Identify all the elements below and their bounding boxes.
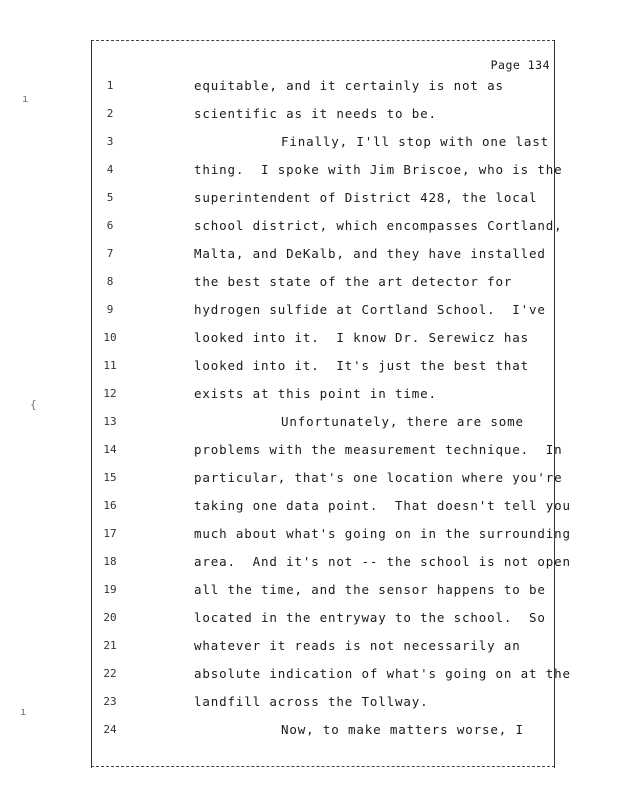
line-number: 10 [103,331,117,344]
transcript-line [0,132,618,152]
line-text: area. And it's not -- the school is not open [194,554,571,569]
transcript-line [0,160,618,180]
line-number: 13 [103,415,117,428]
transcript-line [0,580,618,600]
line-text: Finally, I'll stop with one last [281,134,550,149]
line-text: whatever it reads is not necessarily an [194,638,521,653]
line-text: problems with the measurement technique. In [194,442,563,457]
transcript-line [0,328,618,348]
line-number: 15 [103,471,117,484]
line-number: 7 [106,247,114,260]
line-number: 8 [106,275,114,288]
line-text: particular, that's one location where you're [194,470,563,485]
transcript-line [0,720,618,740]
line-text: looked into it. I know Dr. Serewicz has [194,330,530,345]
line-text: Malta, and DeKalb, and they have installed [194,246,546,261]
line-text: scientific as it needs to be. [194,106,437,121]
transcript-line [0,300,618,320]
line-number: 6 [106,219,114,232]
transcript-line [0,608,618,628]
transcript-line [0,356,618,376]
line-number: 24 [103,723,117,736]
transcript-line [0,216,618,236]
transcript-line [0,552,618,572]
line-text: taking one data point. That doesn't tell you [194,498,571,513]
line-number: 22 [103,667,117,680]
line-text: looked into it. It's just the best that [194,358,530,373]
line-number: 9 [106,303,114,316]
line-text: absolute indication of what's going on at the [194,666,571,681]
line-number: 12 [103,387,117,400]
line-text: located in the entryway to the school. So [194,610,546,625]
transcript-line [0,76,618,96]
line-number: 5 [106,191,114,204]
transcript-line [0,496,618,516]
line-text: hydrogen sulfide at Cortland School. I've [194,302,546,317]
line-number: 3 [106,135,114,148]
line-text: the best state of the art detector for [194,274,513,289]
line-text: much about what's going on in the surrounding [194,526,571,541]
line-number: 4 [106,163,114,176]
line-text: school district, which encompasses Cortland, [194,218,563,233]
line-number: 18 [103,555,117,568]
line-number: 20 [103,611,117,624]
margin-speck-mark: ı [20,705,27,718]
transcript-line [0,384,618,404]
transcript-line [0,692,618,712]
line-number: 17 [103,527,117,540]
transcript-line [0,636,618,656]
line-text: superintendent of District 428, the local [194,190,538,205]
line-number: 23 [103,695,117,708]
line-number: 11 [103,359,117,372]
transcript-line [0,440,618,460]
line-number: 19 [103,583,117,596]
line-number: 1 [106,79,114,92]
transcript-line [0,272,618,292]
margin-speck-mark: ı [22,92,29,105]
line-text: thing. I spoke with Jim Briscoe, who is the [194,162,563,177]
line-text: equitable, and it certainly is not as [194,78,504,93]
transcript-line [0,468,618,488]
transcript-line [0,412,618,432]
line-text: Now, to make matters worse, I [281,722,524,737]
page-number: Page 134 [490,58,550,72]
transcript-line [0,188,618,208]
line-text: exists at this point in time. [194,386,437,401]
line-number: 14 [103,443,117,456]
line-text: Unfortunately, there are some [281,414,524,429]
page-bottom-border [91,766,555,767]
margin-bracket-mark: { [30,398,37,411]
line-number: 21 [103,639,117,652]
line-number: 16 [103,499,117,512]
line-text: landfill across the Tollway. [194,694,429,709]
line-number: 2 [106,107,114,120]
line-text: all the time, and the sensor happens to be [194,582,546,597]
transcript-line [0,524,618,544]
transcript-line [0,244,618,264]
transcript-line [0,664,618,684]
transcript-line [0,104,618,124]
